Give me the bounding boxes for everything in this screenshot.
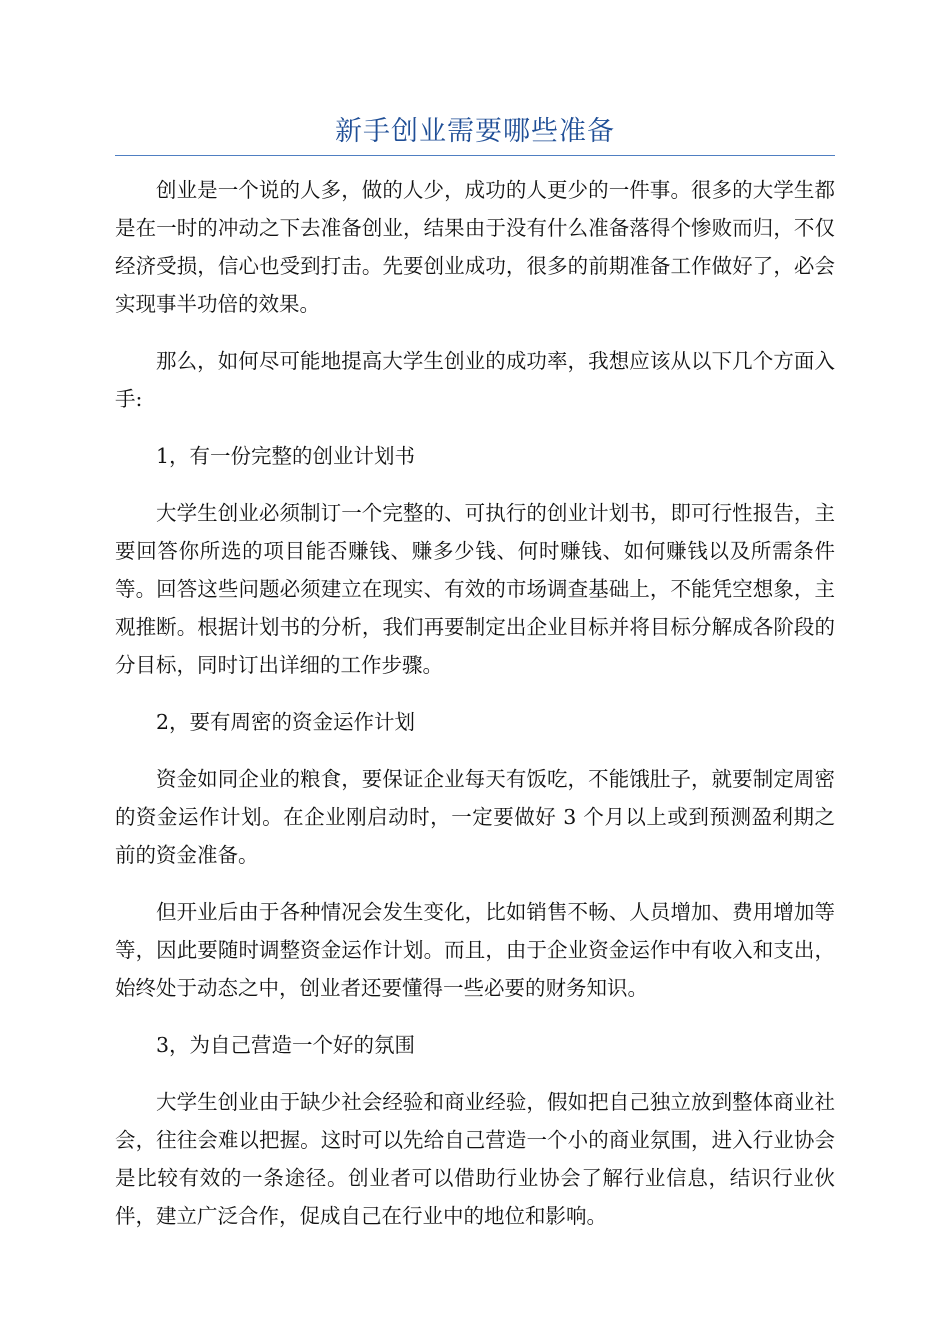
paragraph-business-plan: 大学生创业必须制订一个完整的、可执行的创业计划书，即可行性报告，主要回答你所选的项目能否赚钱、赚多少钱、何时赚钱、如何赚钱以及所需条件等。回答这些问题必须建立在现实、有效的市场调查基础上，不能凭空想象，主观推断。根据计划书的分析，我们再要制定出企业目标并将目标分解成各阶段的分目标，同时订出详细的工作步骤。 bbox=[115, 501, 835, 677]
section-heading-2: 2，要有周密的资金运作计划 bbox=[156, 710, 416, 734]
paragraph-atmosphere: 大学生创业由于缺少社会经验和商业经验，假如把自己独立放到整体商业社会，往往会难以把握。这时可以先给自己营造一个小的商业氛围，进入行业协会是比较有效的一条途径。创业者可以借助行业协会了解行业信息，结识行业伙伴，建立广泛合作，促成自己在行业中的地位和影响。 bbox=[115, 1090, 835, 1228]
document-title: 新手创业需要哪些准备 bbox=[335, 116, 615, 147]
paragraph-capital-plan: 资金如同企业的粮食，要保证企业每天有饭吃，不能饿肚子，就要制定周密的资金运作计划。在企业刚启动时，一定要做好 3 个月以上或到预测盈利期之前的资金准备。 bbox=[115, 767, 835, 867]
section-heading-1: 1，有一份完整的创业计划书 bbox=[156, 444, 416, 468]
paragraph-question: 那么，如何尽可能地提高大学生创业的成功率，我想应该从以下几个方面入手: bbox=[115, 349, 835, 411]
paragraph-intro: 创业是一个说的人多，做的人少，成功的人更少的一件事。很多的大学生都是在一时的冲动之下去准备创业，结果由于没有什么准备落得个惨败而归，不仅经济受损，信心也受到打击。先要创业成功，很多的前期准备工作做好了，必会实现事半功倍的效果。 bbox=[115, 178, 835, 316]
paragraph-capital-adjust: 但开业后由于各种情况会发生变化，比如销售不畅、人员增加、费用增加等等，因此要随时调整资金运作计划。而且，由于企业资金运作中有收入和支出，始终处于动态之中，创业者还要懂得一些必要的财务知识。 bbox=[115, 900, 835, 1000]
document-body bbox=[115, 171, 835, 1254]
section-heading-3: 3，为自己营造一个好的氛围 bbox=[156, 1033, 416, 1057]
title-underline bbox=[115, 155, 835, 156]
